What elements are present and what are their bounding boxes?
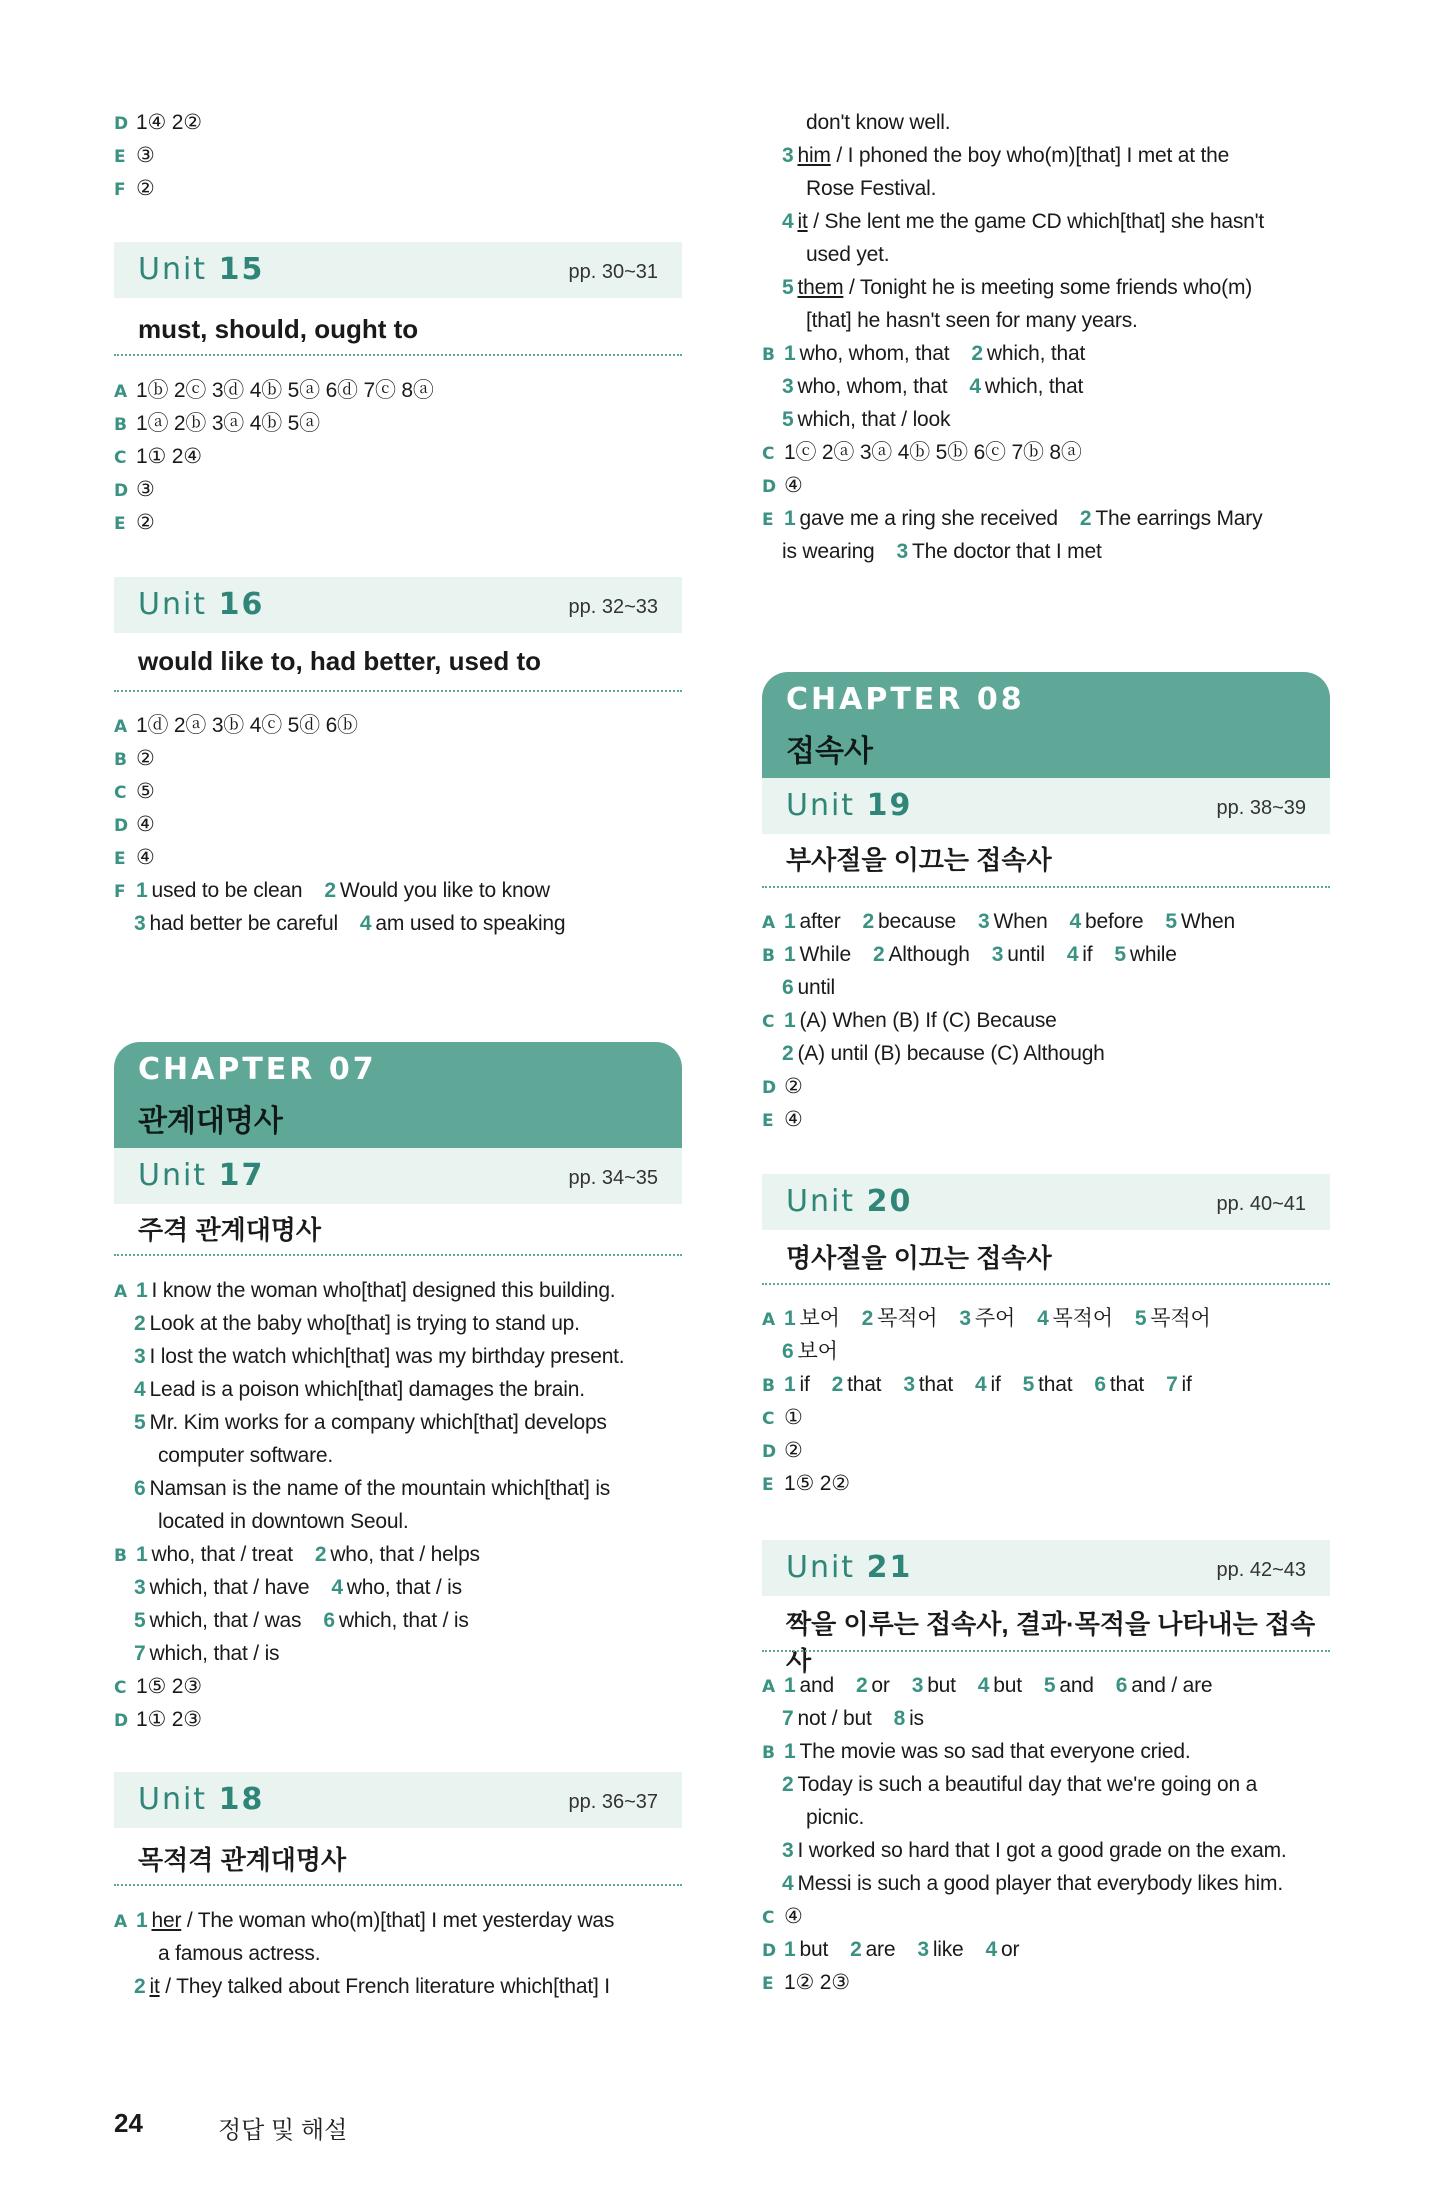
- answer-line: 3 who, whom, that 4 which, that: [782, 375, 1084, 398]
- answer-line: Rose Festival.: [806, 177, 937, 200]
- answer-line: 4 it / She lent me the game CD which[that] she hasn't: [782, 210, 1265, 233]
- divider: [762, 886, 1330, 888]
- answer-line: 6 until: [782, 976, 836, 999]
- answer-row-c: C ⑤: [114, 780, 155, 803]
- chapter-subtitle: 접속사: [786, 735, 873, 768]
- answer-row-a: A 1ⓓ 2ⓐ 3ⓑ 4ⓒ 5ⓓ 6ⓑ: [114, 714, 358, 737]
- answer-line: 2 it / They talked about French literature which[that] I: [134, 1975, 610, 1998]
- answer-row-a: A 1 I know the woman who[that] designed this building.: [114, 1279, 616, 1302]
- unit-20-header: [762, 1174, 1330, 1230]
- answer-row-b: B 1 who, that / treat 2 who, that / helps: [114, 1543, 480, 1566]
- answer-line: 5 them / Tonight he is meeting some friends who(m): [782, 276, 1253, 299]
- unit-16-header: [114, 577, 682, 633]
- answer-line: [that] he hasn't seen for many years.: [806, 309, 1138, 332]
- answer-row-e: E ③: [114, 144, 155, 167]
- unit-subtitle: 목적격 관계대명사: [138, 1845, 347, 1875]
- answer-line: is wearing 3 The doctor that I met: [782, 540, 1102, 563]
- answer-row-e: E ④: [762, 1108, 803, 1131]
- answer-line: 5 which, that / was 6 which, that / is: [134, 1609, 469, 1632]
- answer-row-d: D ④: [762, 474, 803, 497]
- answer-row-d: D ②: [762, 1439, 803, 1462]
- answer-line: computer software.: [158, 1444, 333, 1467]
- answer-line: 3 which, that / have 4 who, that / is: [134, 1576, 462, 1599]
- answer-row-b: B 1 The movie was so sad that everyone cried.: [762, 1740, 1191, 1763]
- chapter-subtitle: 관계대명사: [138, 1105, 283, 1138]
- answer-line: 2 (A) until (B) because (C) Although: [782, 1042, 1105, 1065]
- unit-subtitle: 짝을 이루는 접속사, 결과·목적을 나타내는 접속사: [786, 1609, 1316, 1676]
- answer-row-d: D 1① 2③: [114, 1708, 202, 1731]
- answer-row-f-cont: 3 had better be careful 4 am used to speaking: [134, 912, 566, 935]
- answer-row-c: C 1 (A) When (B) If (C) Because: [762, 1009, 1057, 1032]
- chapter-08-banner: [762, 672, 1330, 778]
- answer-row-d: D ④: [114, 813, 155, 836]
- answer-row-e: E ②: [114, 511, 155, 534]
- unit-21-header: [762, 1540, 1330, 1596]
- divider: [114, 1884, 682, 1886]
- answer-line: 7 not / but 8 is: [782, 1707, 924, 1730]
- answer-row-c: C ①: [762, 1406, 803, 1429]
- answer-line: used yet.: [806, 243, 890, 266]
- answer-row-d: D 1④ 2②: [114, 111, 202, 134]
- divider: [762, 1650, 1330, 1652]
- answer-row-e: E 1② 2③: [762, 1971, 850, 1994]
- unit-17-header: [114, 1148, 682, 1204]
- answer-line: 2 Look at the baby who[that] is trying to stand up.: [134, 1312, 580, 1335]
- unit-pages: pp. 32~33: [568, 596, 658, 618]
- unit-pages: pp. 42~43: [1216, 1559, 1306, 1581]
- unit-pages: pp. 38~39: [1216, 797, 1306, 819]
- answer-line: located in downtown Seoul.: [158, 1510, 409, 1533]
- answer-row-f: F ②: [114, 177, 155, 200]
- answer-row-b: B ②: [114, 747, 155, 770]
- unit-19-header: [762, 778, 1330, 834]
- unit-subtitle: 주격 관계대명사: [138, 1215, 322, 1245]
- unit-title: Unit 18: [138, 1782, 265, 1817]
- answer-row-e: E 1 gave me a ring she received 2 The earrings Mary: [762, 507, 1263, 530]
- answer-row-a: A 1 보어 2 목적어 3 주어 4 목적어 5 목적어: [762, 1307, 1211, 1330]
- unit-title: Unit 16: [138, 587, 265, 622]
- answer-row-d: D 1 but 2 are 3 like 4 or: [762, 1938, 1020, 1961]
- answer-line: 6 보어: [782, 1340, 838, 1363]
- unit-subtitle: must, should, ought to: [138, 314, 419, 344]
- chapter-title: CHAPTER 08: [786, 682, 1025, 717]
- chapter-title: CHAPTER 07: [138, 1052, 377, 1087]
- unit-pages: pp. 40~41: [1216, 1193, 1306, 1215]
- unit-pages: pp. 36~37: [568, 1791, 658, 1813]
- unit-title: Unit 20: [786, 1184, 913, 1219]
- divider: [114, 354, 682, 356]
- answer-row-c: C 1① 2④: [114, 445, 202, 468]
- page-number: 24: [114, 2108, 143, 2138]
- answer-line: 6 Namsan is the name of the mountain which[that] is: [134, 1477, 611, 1500]
- answer-line: don't know well.: [806, 111, 951, 134]
- unit-pages: pp. 30~31: [568, 261, 658, 283]
- unit-15-header: [114, 242, 682, 298]
- answer-row-d: D ③: [114, 478, 155, 501]
- chapter-07-banner: [114, 1042, 682, 1148]
- answer-line: 5 which, that / look: [782, 408, 951, 431]
- answer-line: picnic.: [806, 1806, 865, 1829]
- unit-subtitle: would like to, had better, used to: [138, 646, 542, 676]
- answer-row-f: F 1 used to be clean 2 Would you like to know: [114, 879, 550, 902]
- answer-row-c: C 1⑤ 2③: [114, 1675, 202, 1698]
- answer-line: 3 him / I phoned the boy who(m)[that] I met at the: [782, 144, 1230, 167]
- answer-line: 2 Today is such a beautiful day that we're going on a: [782, 1773, 1258, 1796]
- divider: [114, 1254, 682, 1256]
- answer-row-c: C 1ⓒ 2ⓐ 3ⓐ 4ⓑ 5ⓑ 6ⓒ 7ⓑ 8ⓐ: [762, 441, 1082, 464]
- divider: [762, 1283, 1330, 1285]
- answer-row-e: E 1⑤ 2②: [762, 1472, 850, 1495]
- answer-row-e: E ④: [114, 846, 155, 869]
- answer-row-a: A 1ⓑ 2ⓒ 3ⓓ 4ⓑ 5ⓐ 6ⓓ 7ⓒ 8ⓐ: [114, 379, 434, 402]
- answer-line: 4 Messi is such a good player that everybody likes him.: [782, 1872, 1283, 1895]
- answer-row-b: B 1 if 2 that 3 that 4 if 5 that 6 that 7 if: [762, 1373, 1192, 1396]
- answer-line: 3 I worked so hard that I got a good grade on the exam.: [782, 1839, 1287, 1862]
- unit-title: Unit 15: [138, 252, 265, 287]
- unit-title: Unit 19: [786, 788, 913, 823]
- answer-row-b: B 1 who, whom, that 2 which, that: [762, 342, 1086, 365]
- answer-line: 3 I lost the watch which[that] was my birthday present.: [134, 1345, 625, 1368]
- unit-title: Unit 17: [138, 1158, 265, 1193]
- unit-subtitle: 명사절을 이끄는 접속사: [786, 1243, 1052, 1273]
- answer-line: a famous actress.: [158, 1942, 321, 1965]
- answer-line: 5 Mr. Kim works for a company which[that] develops: [134, 1411, 607, 1434]
- unit-18-header: [114, 1772, 682, 1828]
- unit-subtitle: 부사절을 이끄는 접속사: [786, 845, 1052, 875]
- answer-row-c: C ④: [762, 1905, 803, 1928]
- unit-pages: pp. 34~35: [568, 1167, 658, 1189]
- unit-title: Unit 21: [786, 1550, 913, 1585]
- footer-title: 정답 및 해설: [218, 2117, 348, 2144]
- divider: [114, 690, 682, 692]
- answer-row-b: B 1ⓐ 2ⓑ 3ⓐ 4ⓑ 5ⓐ: [114, 412, 320, 435]
- answer-row-b: B 1 While 2 Although 3 until 4 if 5 while: [762, 943, 1177, 966]
- answer-row-a: A 1 and 2 or 3 but 4 but 5 and 6 and / are: [762, 1674, 1213, 1697]
- answer-line: 4 Lead is a poison which[that] damages the brain.: [134, 1378, 585, 1401]
- answer-row-d: D ②: [762, 1075, 803, 1098]
- answer-row-a: A 1 after 2 because 3 When 4 before 5 When: [762, 910, 1235, 933]
- answer-row-a: A 1 her / The woman who(m)[that] I met yesterday was: [114, 1909, 615, 1932]
- answer-line: 7 which, that / is: [134, 1642, 280, 1665]
